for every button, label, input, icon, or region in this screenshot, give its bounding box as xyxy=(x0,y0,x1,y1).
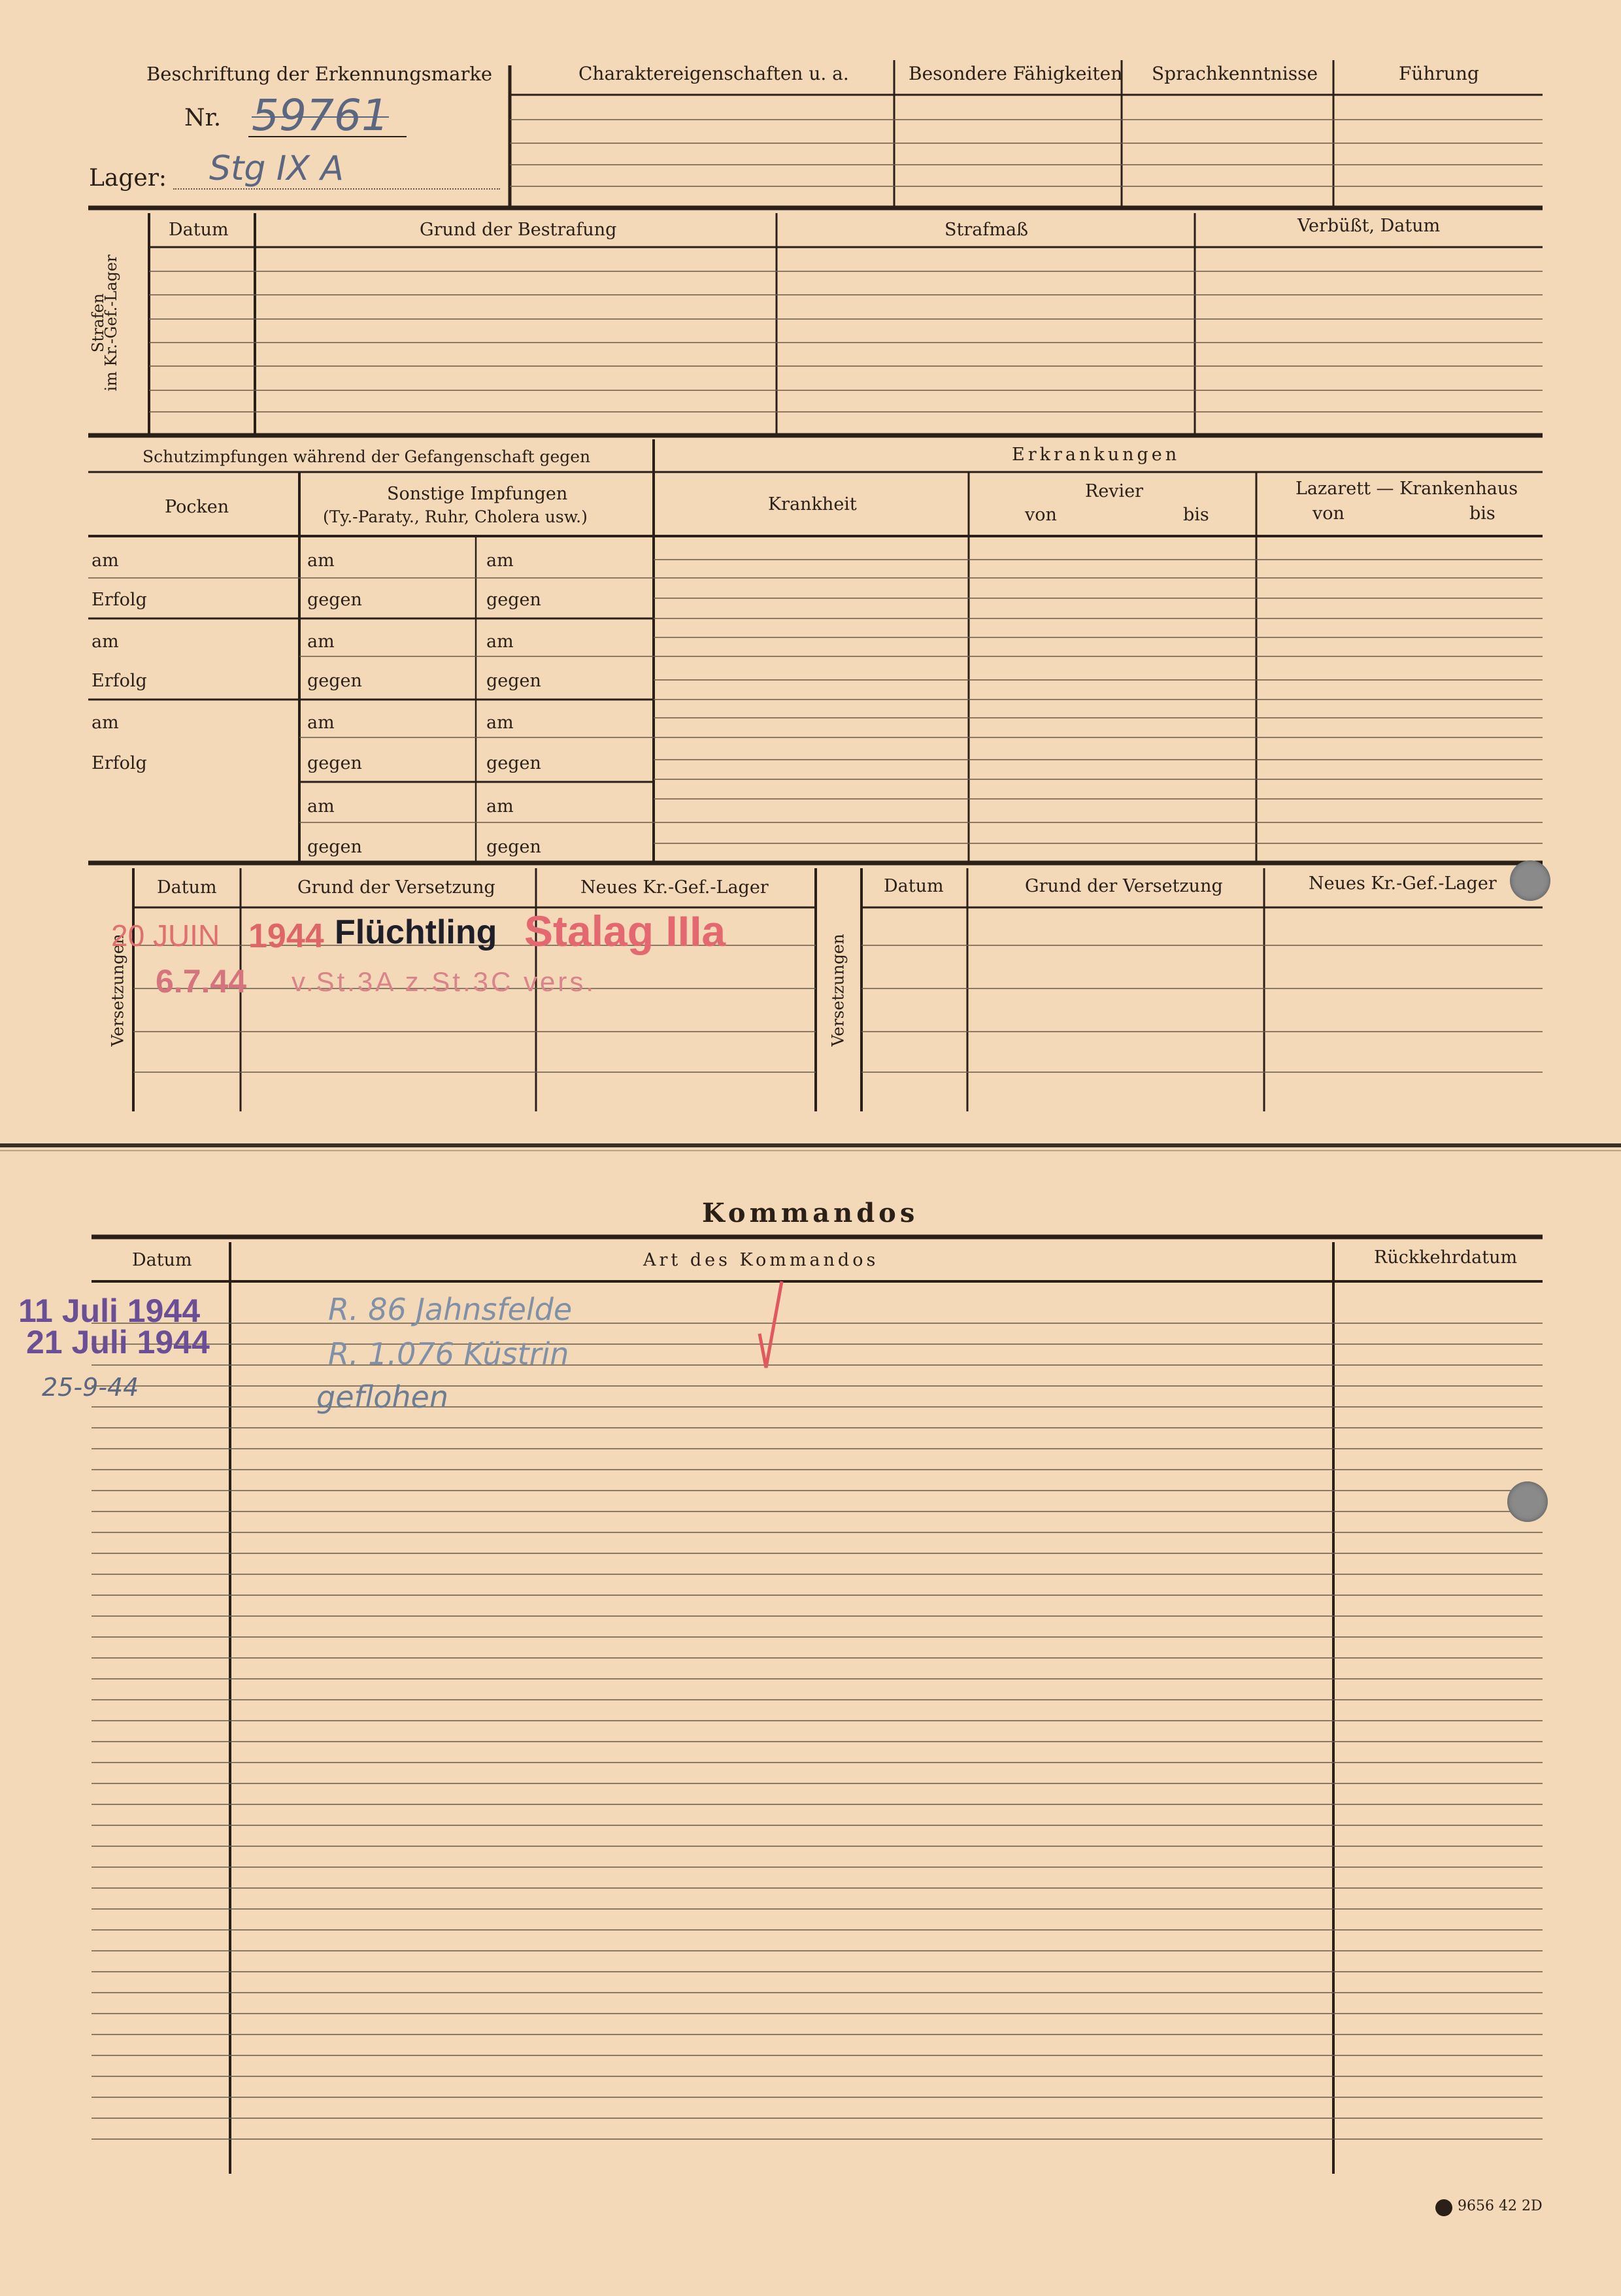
ill-hospital-bis: bis xyxy=(1469,503,1496,524)
nr-value: 59761 xyxy=(252,90,389,141)
transfers-side-label-right: Versetzungen xyxy=(828,934,848,1047)
other-am-3a: am xyxy=(307,713,335,733)
vacc-col-smallpox: Pocken xyxy=(165,497,229,517)
print-code-logo xyxy=(1435,2199,1452,2216)
transfer-stamp-reason: Flüchtling xyxy=(335,913,497,951)
transfer-line2-date: 6.7.44 xyxy=(156,963,247,1000)
kommando-col-type: Art des Kommandos xyxy=(643,1250,879,1270)
punish-col-served: Verbüßt, Datum xyxy=(1297,216,1441,236)
kommando-entry-3-date: 25-9-44 xyxy=(42,1373,139,1402)
nr-label: Nr. xyxy=(184,105,222,131)
kommando-entry-1-date: 11 Juli 1944 xyxy=(18,1292,201,1329)
other-gegen-1a: gegen xyxy=(307,590,362,610)
lager-dotted-line xyxy=(173,188,500,190)
transfer-col-camp-right: Neues Kr.-Gef.-Lager xyxy=(1309,873,1497,894)
other-am-1b: am xyxy=(486,550,514,571)
transfer-line2-text: v.St.3A z.St.3C vers. xyxy=(292,966,597,997)
other-gegen-4a: gegen xyxy=(307,837,362,857)
ill-col-revier: Revier xyxy=(1085,481,1144,501)
print-code: 9656 42 2D xyxy=(1458,2198,1543,2214)
other-gegen-2b: gegen xyxy=(486,671,541,691)
other-gegen-4b: gegen xyxy=(486,837,541,857)
other-am-4a: am xyxy=(307,796,335,817)
vaccination-title: Schutzimpfungen während der Gefangenschaft gegen xyxy=(142,447,591,466)
ill-col-hospital: Lazarett — Krankenhaus xyxy=(1295,479,1518,499)
kommandos-title: Kommandos xyxy=(702,1198,919,1228)
punish-col-date: Datum xyxy=(169,220,229,240)
lager-value: Stg IX A xyxy=(209,149,344,188)
kommando-entry-2-date: 21 Juli 1944 xyxy=(26,1324,210,1360)
other-am-2a: am xyxy=(307,632,335,652)
kommando-entry-1-text: R. 86 Jahnsfelde xyxy=(328,1292,573,1327)
transfers-side-label-left: Versetzungen xyxy=(108,934,127,1047)
kommando-entry-2-text: R. 1.076 Küstrin xyxy=(328,1336,569,1372)
kommando-col-return: Rückkehrdatum xyxy=(1374,1247,1518,1268)
pocken-erfolg-1: Erfolg xyxy=(92,590,147,610)
transfer-stamp-date-year: 1944 xyxy=(248,917,324,955)
lager-label: Lager: xyxy=(89,165,167,192)
col-skills-header: Besondere Fähigkeiten xyxy=(909,63,1123,84)
punishments-side-label-2: im Kr.-Gef.-Lager xyxy=(102,254,120,392)
transfer-stamp-date-day: 20 JUIN xyxy=(111,919,220,953)
vacc-col-other-sub: (Ty.-Paraty., Ruhr, Cholera usw.) xyxy=(323,507,588,526)
other-am-2b: am xyxy=(486,632,514,652)
other-gegen-2a: gegen xyxy=(307,671,362,691)
col-languages-header: Sprachkenntnisse xyxy=(1152,63,1318,84)
transfer-col-camp-left: Neues Kr.-Gef.-Lager xyxy=(580,877,769,898)
ill-hospital-von: von xyxy=(1312,503,1345,524)
kommando-entry-3-text: geflohen xyxy=(316,1379,448,1415)
tag-label: Beschriftung der Erkennungsmarke xyxy=(146,63,493,85)
transfer-col-reason-left: Grund der Versetzung xyxy=(297,877,495,898)
other-am-3b: am xyxy=(486,713,514,733)
pocken-am-1: am xyxy=(92,550,119,571)
transfer-col-date-right: Datum xyxy=(884,876,944,896)
illnesses-title: Erkrankungen xyxy=(1012,445,1180,465)
punch-hole-bottom xyxy=(1507,1481,1548,1522)
ill-revier-von: von xyxy=(1025,505,1057,525)
nr-underline xyxy=(248,136,407,137)
pocken-erfolg-2: Erfolg xyxy=(92,671,147,691)
other-gegen-3a: gegen xyxy=(307,753,362,773)
punch-hole-top xyxy=(1510,860,1550,901)
transfer-stamp-camp: Stalag IIIa xyxy=(524,907,726,955)
punishments-side-label-1: Strafen xyxy=(89,293,107,353)
pocken-erfolg-3: Erfolg xyxy=(92,753,147,773)
other-gegen-3b: gegen xyxy=(486,753,541,773)
transfer-col-reason-right: Grund der Versetzung xyxy=(1025,876,1223,896)
vacc-col-other: Sonstige Impfungen xyxy=(387,484,568,504)
pocken-am-2: am xyxy=(92,632,119,652)
kommando-col-date: Datum xyxy=(132,1250,192,1270)
col-character-header: Charaktereigenschaften u. a. xyxy=(578,63,849,84)
punish-col-reason: Grund der Bestrafung xyxy=(420,220,617,240)
ill-col-disease: Krankheit xyxy=(768,494,857,515)
ill-revier-bis: bis xyxy=(1183,505,1209,525)
other-gegen-1b: gegen xyxy=(486,590,541,610)
col-conduct-header: Führung xyxy=(1399,63,1479,84)
transfer-col-date-left: Datum xyxy=(157,877,217,898)
pocken-am-3: am xyxy=(92,713,119,733)
other-am-4b: am xyxy=(486,796,514,817)
other-am-1a: am xyxy=(307,550,335,571)
punish-col-measure: Strafmaß xyxy=(944,220,1029,240)
